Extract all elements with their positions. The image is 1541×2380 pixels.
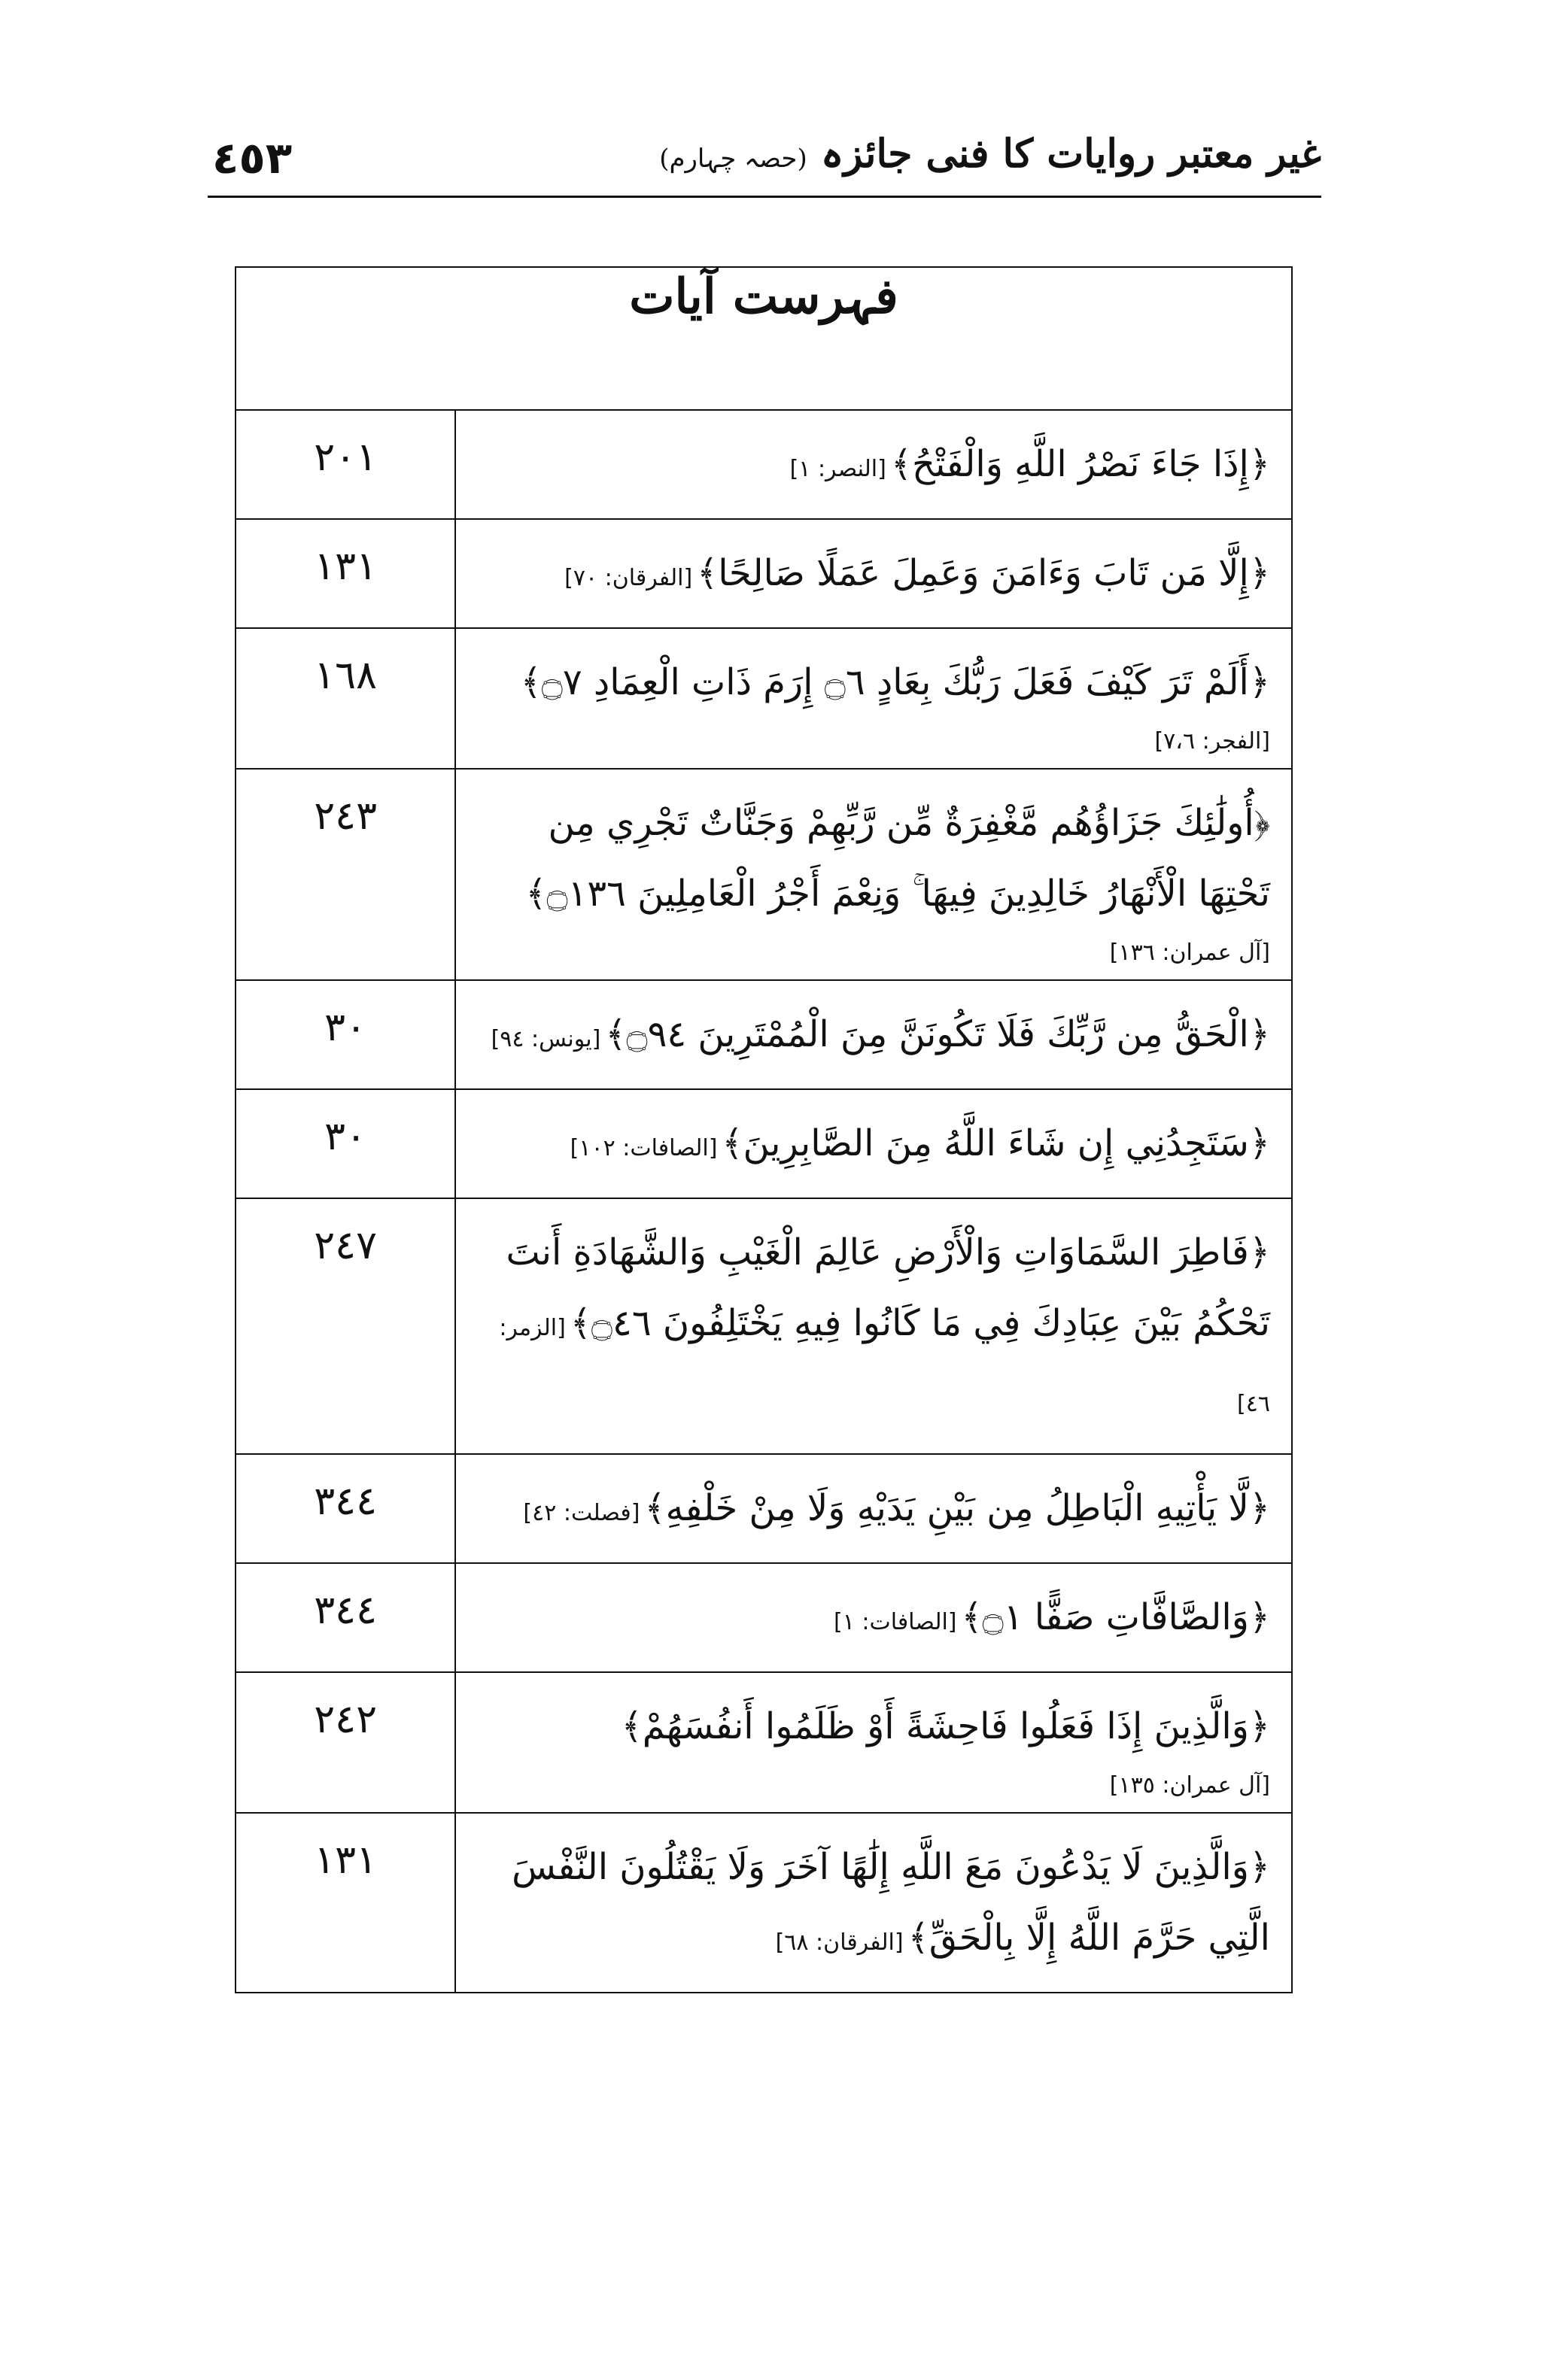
table-title-row — [236, 267, 1292, 410]
verse-cell — [455, 769, 1292, 980]
verse-arabic: ﴿إِذَا جَاءَ نَصْرُ اللَّهِ وَالْفَتْحُ﴾ — [890, 443, 1270, 485]
verse-reference: [يونس: ٩٤] — [491, 1026, 601, 1052]
verse-index-table — [235, 266, 1293, 1993]
verse-cell — [455, 410, 1292, 519]
verse-text — [477, 1473, 1270, 1549]
page-reference-cell: ٣٤٤ — [236, 1563, 455, 1672]
verse-text — [477, 1691, 1270, 1762]
verse-arabic: ﴿أُولَٰئِكَ جَزَاؤُهُم مَّغْفِرَةٌ مِّن رَّبِّهِمْ وَجَنَّاتٌ تَجْرِي مِن تَحْتِهَا الْأَنْهَارُ خَالِدِينَ فِيهَا ۚ وَنِعْمَ أَجْرُ الْعَامِلِينَ ۝١٣٦﴾ — [525, 802, 1270, 915]
table-row — [236, 628, 1292, 769]
verse-cell — [455, 1089, 1292, 1198]
index-title: فہرست آیات — [629, 269, 898, 325]
verse-cell — [455, 519, 1292, 628]
page-reference-cell: ١٣١ — [236, 519, 455, 628]
verse-cell — [455, 1672, 1292, 1813]
verse-reference: [آل عمران: ١٣٥] — [1109, 1772, 1270, 1799]
verse-arabic: ﴿فَاطِرَ السَّمَاوَاتِ وَالْأَرْضِ عَالِمَ الْغَيْبِ وَالشَّهَادَةِ أَنتَ تَحْكُمُ بَيْنَ عِبَادِكَ فِي مَا كَانُوا فِيهِ يَخْتَلِفُونَ ۝٤٦﴾ — [506, 1231, 1270, 1344]
verse-reference: [الفرقان: ٦٨] — [775, 1929, 904, 1956]
verse-cell — [455, 628, 1292, 769]
page-reference-cell: ٣٤٤ — [236, 1454, 455, 1563]
verse-reference: [الفرقان: ٧٠] — [564, 565, 693, 591]
table-title-cell — [236, 267, 1292, 410]
verse-reference: [الصافات: ١] — [833, 1609, 957, 1635]
verse-cell — [455, 1198, 1292, 1454]
table-row — [236, 519, 1292, 628]
page-reference-cell: ٢٠١ — [236, 410, 455, 519]
verse-reference: [الزمر: ٤٦] — [499, 1315, 1270, 1417]
verse-text — [477, 538, 1270, 614]
table-row — [236, 410, 1292, 519]
verse-text — [477, 429, 1270, 505]
verse-arabic: ﴿الْحَقُّ مِن رَّبِّكَ فَلَا تَكُونَنَّ مِنَ الْمُمْتَرِينَ ۝٩٤﴾ — [605, 1013, 1270, 1055]
page-reference-cell: ٢٤٧ — [236, 1198, 455, 1454]
verse-cell — [455, 1454, 1292, 1563]
verse-text — [477, 1582, 1270, 1658]
verse-reference: [آل عمران: ١٣٦] — [1109, 940, 1270, 966]
table-row — [236, 1563, 1292, 1672]
verse-reference: [النصر: ١] — [789, 456, 886, 482]
verse-arabic: ﴿وَالَّذِينَ إِذَا فَعَلُوا فَاحِشَةً أَوْ ظَلَمُوا أَنفُسَهُمْ﴾ — [621, 1705, 1270, 1747]
verse-reference: [الصافات: ١٠٢] — [570, 1135, 718, 1161]
verse-cell — [455, 980, 1292, 1089]
page-reference-cell: ٢٤٢ — [236, 1672, 455, 1813]
verse-arabic: ﴿سَتَجِدُنِي إِن شَاءَ اللَّهُ مِنَ الصَّابِرِينَ﴾ — [722, 1122, 1270, 1164]
verse-text — [477, 1108, 1270, 1184]
verse-arabic: ﴿أَلَمْ تَرَ كَيْفَ فَعَلَ رَبُّكَ بِعَادٍ ۝٦ إِرَمَ ذَاتِ الْعِمَادِ ۝٧﴾ — [520, 661, 1270, 703]
page-reference-cell: ٢٤٣ — [236, 769, 455, 980]
verse-text — [477, 647, 1270, 718]
book-part: (حصہ چہارم) — [659, 144, 807, 174]
verse-reference: [فصلت: ٤٢] — [523, 1500, 640, 1526]
table-row — [236, 980, 1292, 1089]
page-header — [208, 126, 1321, 198]
table-row — [236, 769, 1292, 980]
page-number: ٤٥٣ — [212, 132, 293, 184]
table-row — [236, 1672, 1292, 1813]
verse-arabic: ﴿إِلَّا مَن تَابَ وَءَامَنَ وَعَمِلَ عَمَلًا صَالِحًا﴾ — [697, 552, 1270, 594]
page-reference-cell: ١٣١ — [236, 1813, 455, 1993]
verse-cell — [455, 1563, 1292, 1672]
book-title: غیر معتبر روایات کا فنی جائزہ — [820, 131, 1321, 177]
verse-arabic: ﴿وَالَّذِينَ لَا يَدْعُونَ مَعَ اللَّهِ إِلَٰهًا آخَرَ وَلَا يَقْتُلُونَ النَّفْسَ الَّتِي حَرَّمَ اللَّهُ إِلَّا بِالْحَقِّ﴾ — [512, 1846, 1270, 1959]
verse-text — [477, 1217, 1270, 1440]
verse-arabic: ﴿وَالصَّافَّاتِ صَفًّا ۝١﴾ — [961, 1596, 1270, 1638]
table-row — [236, 1089, 1292, 1198]
page-reference-cell: ٣٠ — [236, 980, 455, 1089]
page-reference-cell: ١٦٨ — [236, 628, 455, 769]
running-title — [646, 131, 1321, 177]
table-row — [236, 1454, 1292, 1563]
table-row — [236, 1813, 1292, 1993]
verse-text — [477, 788, 1270, 929]
verse-reference: [الفجر: ٧،٦] — [1154, 728, 1270, 754]
verse-arabic: ﴿لَّا يَأْتِيهِ الْبَاطِلُ مِن بَيْنِ يَدَيْهِ وَلَا مِنْ خَلْفِهِ﴾ — [644, 1487, 1270, 1529]
table-row — [236, 1198, 1292, 1454]
verse-text — [477, 1832, 1270, 1978]
page-reference-cell: ٣٠ — [236, 1089, 455, 1198]
verse-cell — [455, 1813, 1292, 1993]
verse-text — [477, 999, 1270, 1075]
